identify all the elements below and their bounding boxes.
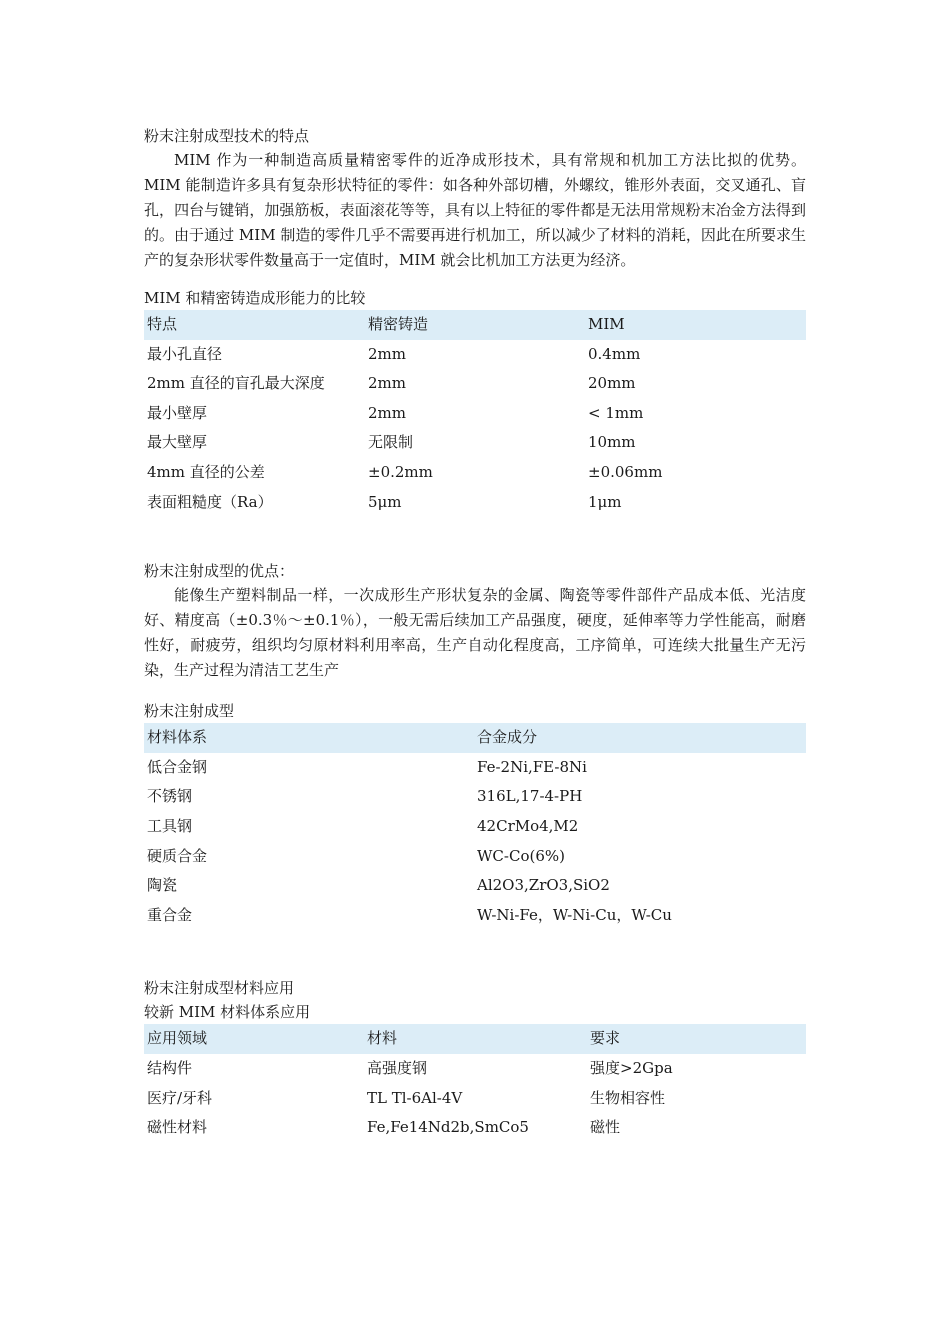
- table-cell: 低合金钢: [147, 757, 208, 776]
- table-cell: 重合金: [147, 905, 193, 924]
- header-cell: 材料体系: [147, 728, 208, 747]
- table-header-row: [144, 723, 806, 753]
- table-row: [144, 753, 806, 783]
- table-cell: 强度>2Gpa: [590, 1058, 673, 1077]
- applications-table: [144, 1024, 806, 1142]
- materials-table: [144, 723, 806, 930]
- table-row: [144, 1084, 806, 1114]
- table-row: [144, 782, 806, 812]
- table-cell: 生物相容性: [590, 1088, 666, 1107]
- table-row: [144, 871, 806, 901]
- table-cell: 20mm: [588, 374, 636, 393]
- table-cell: 10mm: [588, 433, 636, 452]
- table-caption: 较新 MIM 材料体系应用: [144, 1003, 311, 1022]
- table-cell: 最大壁厚: [147, 433, 208, 452]
- table-cell: WC-Co(6%): [477, 846, 565, 865]
- table-row: [144, 458, 806, 488]
- table-cell: 2mm 直径的盲孔最大深度: [147, 374, 325, 393]
- document-page: [144, 124, 806, 1143]
- table-cell: < 1mm: [588, 403, 644, 422]
- table-cell: 最小孔直径: [147, 344, 223, 363]
- table-cell: 陶瓷: [147, 876, 178, 895]
- table-cell: 0.4mm: [588, 344, 641, 363]
- table-cell: ±0.06mm: [588, 462, 663, 481]
- table-cell: 5μm: [368, 492, 402, 511]
- table-cell: 表面粗糙度（Ra）: [147, 492, 273, 511]
- table-row: [144, 340, 806, 370]
- table-cell: TL Tl-6Al-4V: [367, 1088, 463, 1107]
- table-header-row: [144, 1024, 806, 1054]
- comparison-table: [144, 310, 806, 517]
- table-cell: 1μm: [588, 492, 622, 511]
- table-row: [144, 1054, 806, 1084]
- table-cell: 不锈钢: [147, 787, 193, 806]
- table-cell: 无限制: [368, 433, 414, 452]
- section-paragraph: MIM 作为一种制造高质量精密零件的近净成形技术，具有常规和机加工方法比拟的优势。MIM 能制造许多具有复杂形状特征的零件：如各种外部切槽，外螺纹，锥形外表面，交叉通孔、盲孔，四台与键销，加强筋板，表面滚花等等，具有以上特征的零件都是无法用常规粉末冶金方法得到的。由于通过 MIM 制造的零件几乎不需要再进行机加工，所以减少了材料的消耗，因此在所要求生产的复杂形状零件数量高于一定值时，MIM 就会比机加工方法更为经济。: [144, 151, 806, 269]
- table-cell: Fe-2Ni,FE-8Ni: [477, 757, 587, 776]
- table-caption: MIM 和精密铸造成形能力的比较: [144, 289, 366, 307]
- table-cell: 硬质合金: [147, 846, 208, 865]
- table-cell: 2mm: [368, 344, 406, 363]
- table-cell: Fe,Fe14Nd2b,SmCo5: [367, 1118, 529, 1137]
- header-cell: 应用领域: [147, 1029, 208, 1048]
- table-caption: 粉末注射成型: [144, 702, 235, 721]
- table-cell: 最小壁厚: [147, 403, 208, 422]
- table-cell: 42CrMo4,M2: [477, 816, 579, 835]
- table-cell: 2mm: [368, 403, 406, 422]
- table-header-row: [144, 310, 806, 340]
- table-row: [144, 428, 806, 458]
- header-cell: MIM: [588, 315, 625, 333]
- table-row: [144, 399, 806, 429]
- table-row: [144, 812, 806, 842]
- section-paragraph: 能像生产塑料制品一样，一次成形生产形状复杂的金属、陶瓷等零件部件产品成本低、光洁度好、精度高（±0.3％～±0.1％），一般无需后续加工产品强度，硬度，延伸率等力学性能高，耐磨性好，耐疲劳，组织均匀原材料利用率高，生产自动化程度高，工序简单，可连续大批量生产无污染，生产过程为清洁工艺生产: [144, 586, 806, 680]
- table-cell: 316L,17-4-PH: [477, 787, 583, 806]
- header-cell: 精密铸造: [368, 315, 429, 333]
- table-row: [144, 1113, 806, 1143]
- table-cell: Al2O3,ZrO3,SiO2: [477, 876, 610, 895]
- table-cell: 2mm: [368, 374, 406, 393]
- table-cell: 磁性: [590, 1118, 621, 1137]
- table-cell: 结构件: [147, 1058, 193, 1077]
- table-cell: 医疗/牙科: [147, 1088, 213, 1107]
- header-cell: 合金成分: [477, 728, 538, 747]
- header-cell: 要求: [590, 1029, 621, 1048]
- table-cell: ±0.2mm: [368, 462, 433, 481]
- table-row: [144, 488, 806, 518]
- table-cell: 4mm 直径的公差: [147, 462, 265, 481]
- section-title: 粉末注射成型技术的特点: [144, 127, 310, 145]
- table-cell: 高强度钢: [367, 1058, 428, 1077]
- header-cell: 特点: [147, 315, 178, 333]
- table-row: [144, 901, 806, 931]
- table-row: [144, 369, 806, 399]
- table-row: [144, 842, 806, 872]
- section-title: 粉末注射成型的优点：: [144, 562, 295, 581]
- header-cell: 材料: [367, 1029, 398, 1048]
- table-cell: 磁性材料: [147, 1118, 208, 1137]
- table-cell: W-Ni-Fe，W-Ni-Cu，W-Cu: [477, 905, 672, 924]
- section-title: 粉末注射成型材料应用: [144, 979, 295, 998]
- table-cell: 工具钢: [147, 816, 193, 835]
